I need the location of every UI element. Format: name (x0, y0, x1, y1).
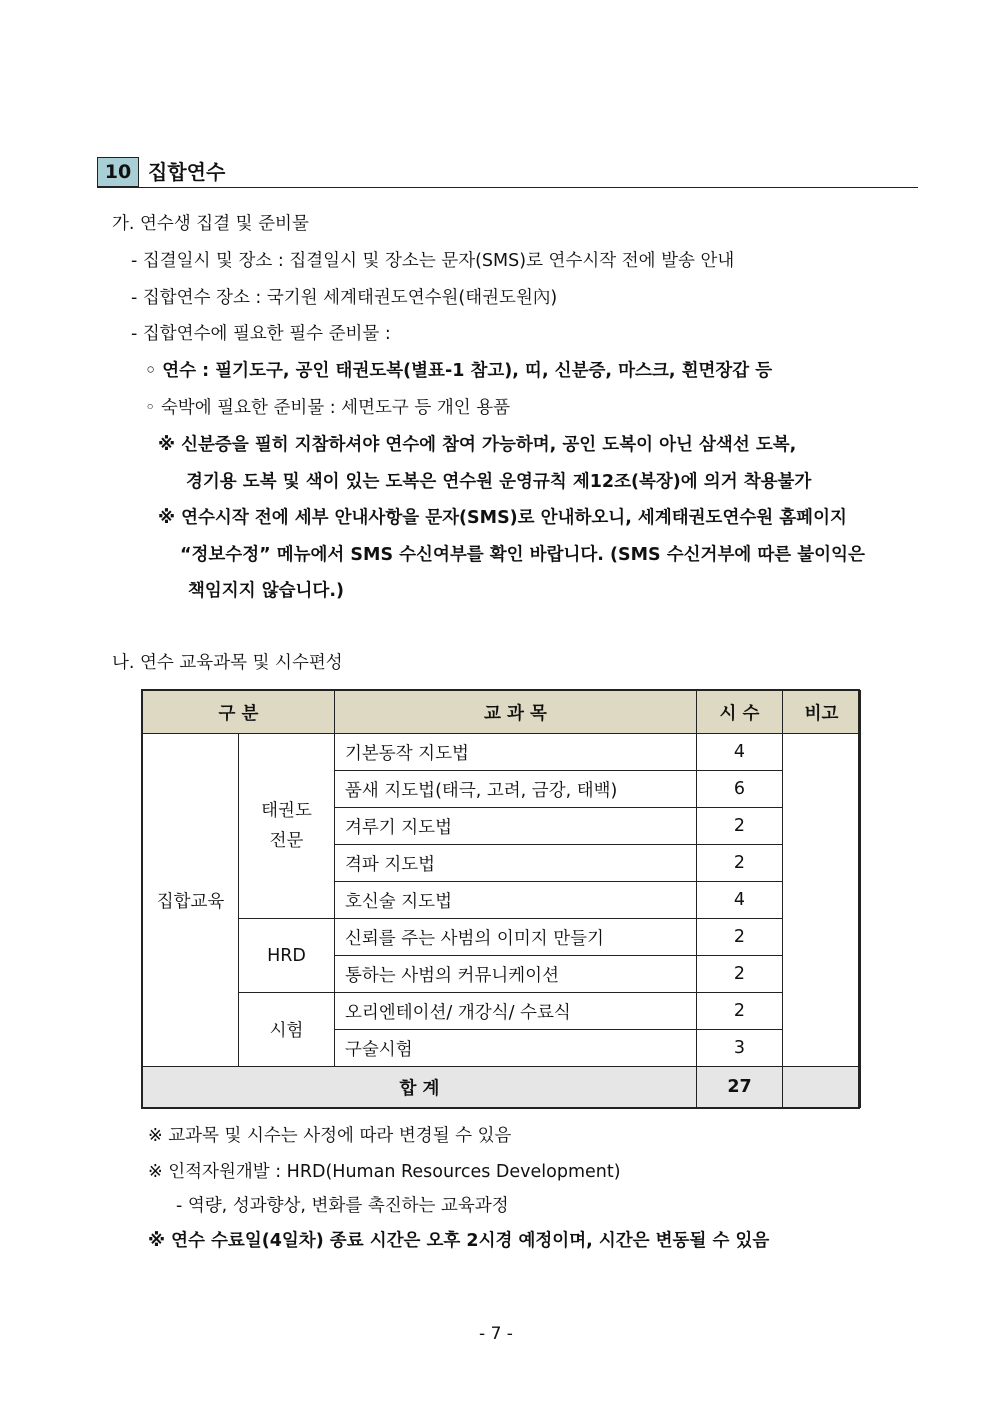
table-total-row (143, 1067, 861, 1108)
group-exam-cell: 시험 (239, 993, 335, 1067)
gathering-info: - 집결일시 및 장소 : 집결일시 및 장소는 문자(SMS)로 연수시작 전에 발송 안내 (131, 251, 735, 271)
lodging-items-bullet: ◦ 숙박에 필요한 준비물 : 세면도구 등 개인 용품 (145, 398, 511, 418)
training-items-bullet: ◦ 연수 : 필기도구, 공인 태권도복(별표-1 참고), 띠, 신분증, 마스크, 흰면장갑 등 (145, 361, 773, 381)
change-note: ※ 교과목 및 시수는 사정에 따라 변경될 수 있음 (148, 1126, 512, 1146)
section-number: 10 (97, 157, 139, 187)
subject-cell: 구술시험 (335, 1030, 697, 1067)
part-b-heading: 나. 연수 교육과목 및 시수편성 (112, 653, 343, 673)
sms-note-line1: ※ 연수시작 전에 세부 안내사항을 문자(SMS)로 안내하오니, 세계태권도연수원 홈페이지 (158, 508, 847, 528)
remarks-cell (783, 734, 861, 1067)
table-header-row (143, 691, 861, 734)
group-hrd-cell: HRD (239, 919, 335, 993)
id-card-note-line2: 경기용 도복 및 색이 있는 도복은 연수원 운영규칙 제12조(복장)에 의거 착용불가 (186, 472, 812, 492)
sms-note-line2: “정보수정” 메뉴에서 SMS 수신여부를 확인 바랍니다. (SMS 수신거부에 따른 불이익은 (180, 545, 865, 565)
subject-cell: 겨루기 지도법 (335, 808, 697, 845)
table-row (143, 919, 861, 956)
header-hours: 시 수 (697, 691, 783, 734)
subject-cell: 격파 지도법 (335, 845, 697, 882)
total-remarks (783, 1067, 861, 1108)
required-items-heading: - 집합연수에 필요한 필수 준비물 : (131, 324, 391, 344)
header-subject: 교 과 목 (335, 691, 697, 734)
table-row (143, 993, 861, 1030)
sms-note-line3: 책임지지 않습니다.) (188, 581, 344, 601)
section-divider (97, 187, 918, 188)
total-hours: 27 (697, 1067, 783, 1108)
page-number: - 7 - (479, 1324, 513, 1344)
section-title: 집합연수 (148, 160, 226, 184)
hours-cell: 6 (697, 771, 783, 808)
completion-time-note: ※ 연수 수료일(4일차) 종료 시간은 오후 2시경 예정이며, 시간은 변동될 수 있음 (148, 1231, 770, 1251)
table-row (143, 734, 861, 771)
id-card-note-line1: ※ 신분증을 필히 지참하셔야 연수에 참여 가능하며, 공인 도복이 아닌 삼색선 도복, (158, 435, 797, 455)
subject-cell: 통하는 사범의 커뮤니케이션 (335, 956, 697, 993)
hours-cell: 4 (697, 734, 783, 771)
curriculum-table (142, 690, 861, 1108)
subject-cell: 기본동작 지도법 (335, 734, 697, 771)
venue-info: - 집합연수 장소 : 국기원 세계태권도연수원(태권도원內) (131, 288, 558, 308)
subject-cell: 호신술 지도법 (335, 882, 697, 919)
hours-cell: 2 (697, 808, 783, 845)
hours-cell: 4 (697, 882, 783, 919)
group-taekwondo-cell: 태권도 전문 (239, 734, 335, 919)
hours-cell: 2 (697, 845, 783, 882)
hrd-note: ※ 인적자원개발 : HRD(Human Resources Development) (148, 1162, 621, 1182)
hrd-definition: - 역량, 성과향상, 변화를 촉진하는 교육과정 (176, 1196, 509, 1216)
hours-cell: 2 (697, 993, 783, 1030)
subject-cell: 신뢰를 주는 사범의 이미지 만들기 (335, 919, 697, 956)
hours-cell: 3 (697, 1030, 783, 1067)
subject-cell: 품새 지도법(태극, 고려, 금강, 태백) (335, 771, 697, 808)
header-remarks: 비고 (783, 691, 861, 734)
hours-cell: 2 (697, 956, 783, 993)
hours-cell: 2 (697, 919, 783, 956)
part-a-heading: 가. 연수생 집결 및 준비물 (112, 214, 309, 234)
total-label: 합 계 (143, 1067, 697, 1108)
header-category: 구 분 (143, 691, 335, 734)
subject-cell: 오리엔테이션/ 개강식/ 수료식 (335, 993, 697, 1030)
main-category-cell: 집합교육 (143, 734, 239, 1067)
